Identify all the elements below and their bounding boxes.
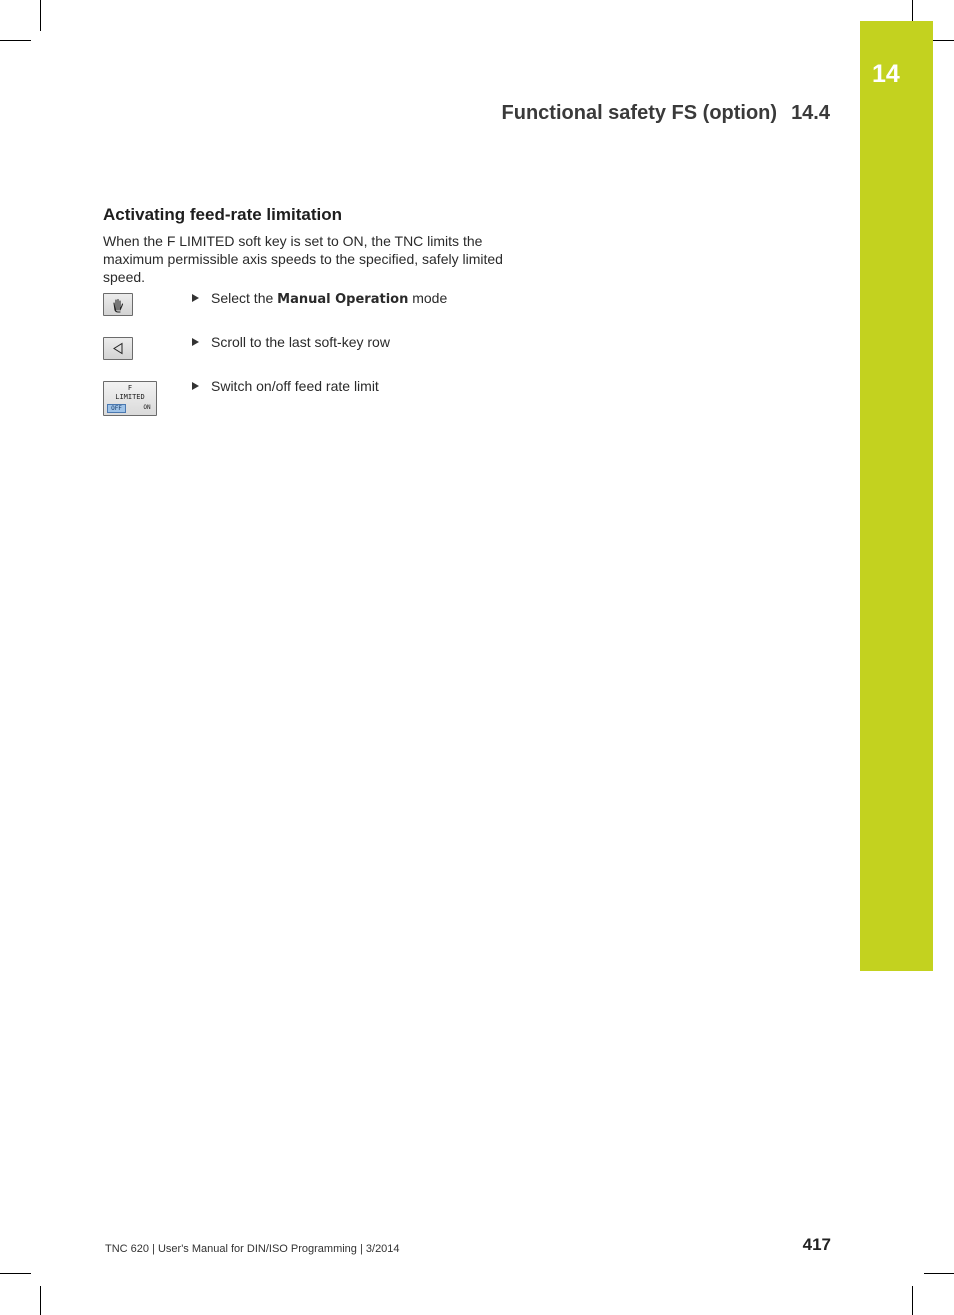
scroll-left-triangle-icon xyxy=(104,338,132,359)
step-arrow-icon xyxy=(192,294,199,302)
running-header xyxy=(502,102,830,125)
softkey-label-limited: LIMITED xyxy=(115,393,145,401)
softkey-on-state: ON xyxy=(143,404,151,411)
crop-mark xyxy=(0,40,31,41)
step-scroll-softkey-row xyxy=(192,334,390,350)
crop-mark xyxy=(924,1273,954,1274)
step-arrow-icon xyxy=(192,338,199,346)
manual-operation-hand-icon xyxy=(104,294,132,315)
step-keyword: Manual Operation xyxy=(277,292,409,307)
header-title: Functional safety FS (option) xyxy=(501,102,778,124)
f-limited-softkey[interactable] xyxy=(103,381,157,416)
manual-operation-key[interactable] xyxy=(103,293,133,316)
crop-mark xyxy=(912,0,913,22)
header-section-number: 14.4 xyxy=(791,102,830,124)
chapter-tab xyxy=(860,21,933,971)
softkey-off-state: OFF xyxy=(107,404,126,413)
intro-paragraph: When the F LIMITED soft key is set to ON, the TNC limits the maximum permissible axis speeds to the specified, safely limited speed. xyxy=(103,233,503,285)
step-text: Select the xyxy=(211,290,278,306)
crop-mark xyxy=(912,1286,913,1315)
crop-mark xyxy=(0,1273,31,1274)
crop-mark xyxy=(40,1286,41,1315)
crop-mark xyxy=(40,0,41,31)
step-select-manual-operation xyxy=(192,290,447,307)
step-text: Scroll to the last soft-key row xyxy=(211,334,390,350)
chapter-number: 14 xyxy=(872,60,900,88)
page-number: 417 xyxy=(802,1235,831,1254)
step-toggle-feed-limit xyxy=(192,378,379,394)
step-arrow-icon xyxy=(192,382,199,390)
step-text: mode xyxy=(408,290,448,306)
scroll-softkey-row-key[interactable] xyxy=(103,337,133,360)
section-title: Activating feed-rate limitation xyxy=(103,205,342,224)
step-text: Switch on/off feed rate limit xyxy=(211,378,379,394)
softkey-label-f: F xyxy=(127,384,133,392)
footer-text: TNC 620 | User's Manual for DIN/ISO Programming | 3/2014 xyxy=(105,1243,400,1255)
